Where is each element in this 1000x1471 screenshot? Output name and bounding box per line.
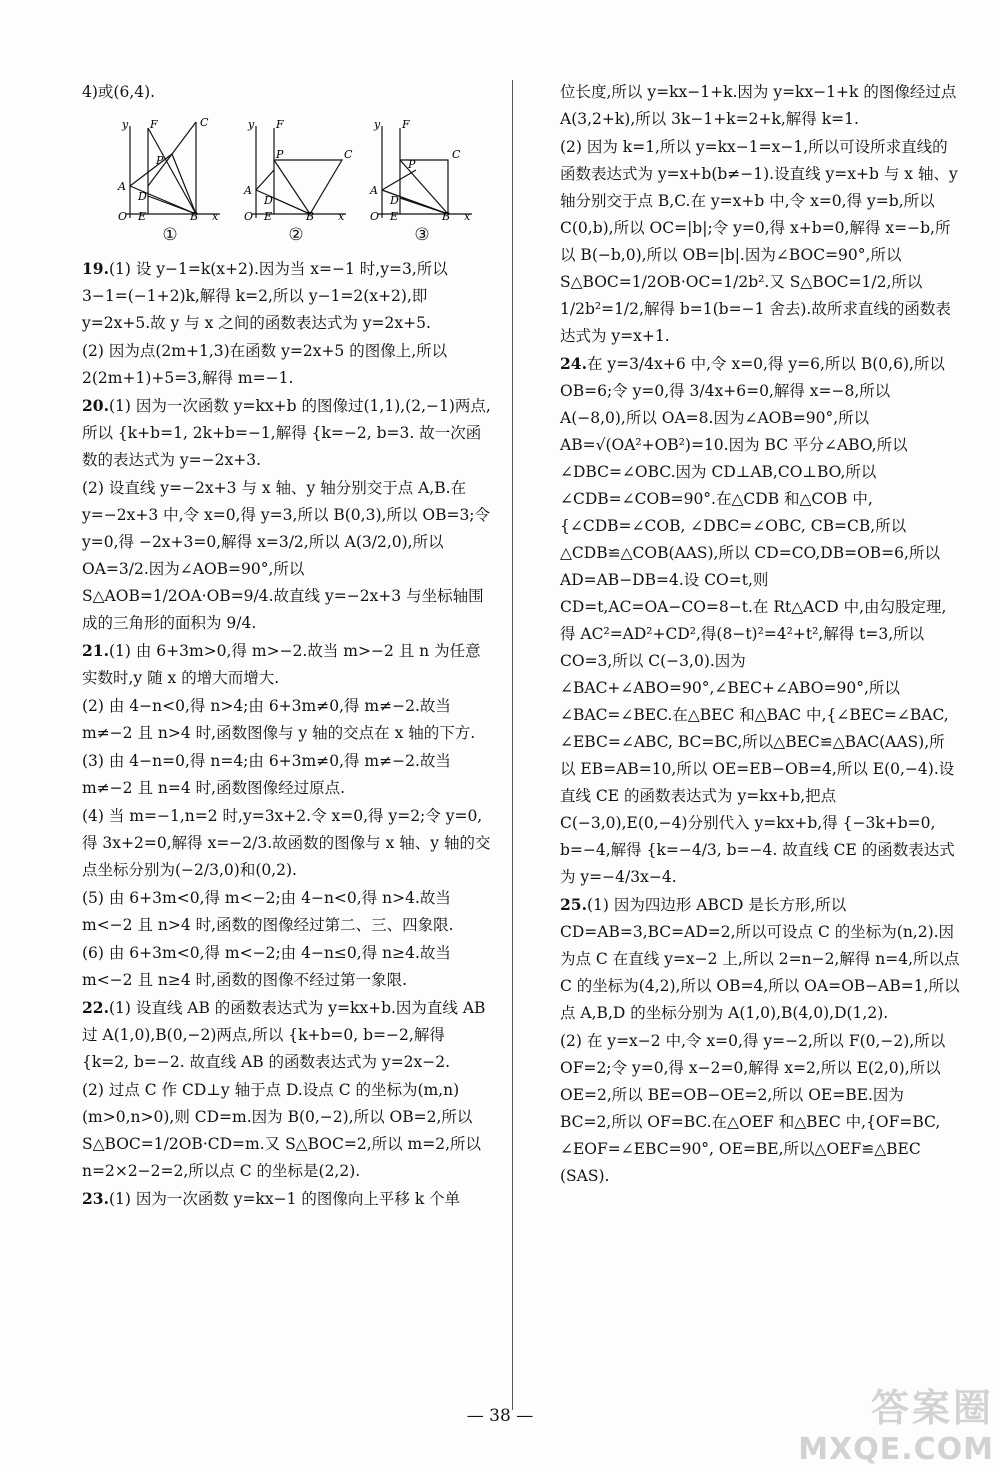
answer-paragraph: 23.(1) 因为一次函数 y=kx−1 的图像向上平移 k 个单 [82, 1189, 461, 1208]
svg-text:D: D [390, 194, 399, 207]
figure-row [116, 114, 496, 249]
svg-text:O: O [118, 210, 128, 223]
figure-label: ① [162, 225, 178, 245]
answer-paragraph: (2) 由 4−n<0,得 n>4;由 6+3m≠0,得 m≠−2.故当 m≠−2 且 n>4 时,函数图像与 y 轴的交点在 x 轴的下方. [82, 697, 476, 742]
answer-paragraph: 19.(1) 设 y−1=k(x+2).因为当 x=−1 时,y=3,所以 3−1=(−1+2)k,解得 k=2,所以 y−1=2(x+2),即 y=2x+5.故 y 与 x 之间的函数表达式为 y=2x+5. [82, 259, 448, 332]
answer-paragraph: 22.(1) 设直线 AB 的函数表达式为 y=kx+b.因为直线 AB 过 A(1,0),B(0,−2)两点,所以 {k+b=0, b=−2,解得 {k=2, b=−2. 故直线 AB 的函数表达式为 y=2x−2. [82, 998, 486, 1071]
geometry-diagram-1 [116, 114, 224, 222]
answer-paragraph: (2) 过点 C 作 CD⊥y 轴于点 D.设点 C 的坐标为(m,n)(m>0,n>0),则 CD=m.因为 B(0,−2),所以 OB=2,所以 S△BOC=1/2OB·CD=m.又 S△BOC=2,所以 m=2,所以 n=2×2−2=2,所以点 C 的坐标是(2,2). [82, 1081, 482, 1180]
svg-text:P: P [276, 148, 284, 161]
svg-text:B: B [306, 210, 315, 223]
figure-label: ③ [414, 225, 430, 245]
answer-paragraph: (3) 由 4−n=0,得 n=4;由 6+3m≠0,得 m≠−2.故当 m≠−2 且 n=4 时,函数图像经过原点. [82, 752, 451, 797]
geometry-diagram-3 [368, 114, 476, 222]
geometry-diagram-2 [242, 114, 353, 223]
answer-paragraph: 位长度,所以 y=kx−1+k.因为 y=kx−1+k 的图像经过点 A(3,2+k),所以 3k−1+k=2+k,解得 k=1. [560, 83, 957, 128]
column-divider [512, 80, 513, 1410]
svg-text:E: E [390, 210, 399, 223]
answer-paragraph: 25.(1) 因为四边形 ABCD 是长方形,所以 CD=AB=3,BC=AD=2,所以可设点 C 的坐标为(n,2).因为点 C 在直线 y=x−2 上,所以 2=n−2,解得 n=4,所以点 C 的坐标为(4,2),所以 OB=4,所以 OA=OB−AB=1,所以点 A,B,D 的坐标分别为 A(1,0),B(4,0),D(1,2). [560, 895, 960, 1022]
answer-paragraph: (6) 由 6+3m<0,得 m<−2;由 4−n≤0,得 n≥4.故当 m<−2 且 n≥4 时,函数的图像不经过第一象限. [82, 944, 451, 989]
figure-label: ② [288, 225, 304, 245]
watermark-url: MXQE.COM [798, 1432, 994, 1467]
left-column [82, 78, 496, 1213]
answer-paragraph: (2) 因为点(2m+1,3)在函数 y=2x+5 的图像上,所以 2(2m+1)+5=3,解得 m=−1. [82, 342, 448, 387]
answer-paragraph: (2) 在 y=x−2 中,令 x=0,得 y=−2,所以 F(0,−2),所以 OF=2;令 y=0,得 x−2=0,解得 x=2,所以 E(2,0),所以 OE=2,所以 BE=OB−OE=2,所以 OE=BE.因为 BC=2,所以 OF=BC.在△OEF 和△BEC 中,{OF=BC, ∠EOF=∠EBC=90°, OE=BE,所以△OEF≌△BEC (SAS). [560, 1032, 946, 1185]
answer-paragraph: (2) 设直线 y=−2x+3 与 x 轴、y 轴分别交于点 A,B.在 y=−2x+3 中,令 x=0,得 y=3,所以 B(0,3),所以 OB=3;令 y=0,得 −2x+3=0,解得 x=3/2,所以 A(3/2,0),所以 OA=3/2.因为∠AOB=90°,所以 S△AOB=1/2OA·OB=9/4.故直线 y=−2x+3 与坐标轴围成的三角形的面积为 9/4. [82, 479, 491, 632]
svg-text:D: D [138, 190, 147, 203]
svg-text:B: B [442, 210, 451, 223]
figure-1 [116, 114, 224, 249]
svg-text:A: A [118, 180, 126, 193]
svg-text:x: x [338, 210, 345, 223]
svg-text:x: x [212, 210, 219, 223]
answer-paragraph: (2) 因为 k=1,所以 y=kx−1=x−1,所以可设所求直线的函数表达式为 y=x+b(b≠−1).设直线 y=x+b 与 x 轴、y 轴分别交于点 B,C.在 y=x+b 中,令 x=0,得 y=b,所以 C(0,b),所以 OC=|b|;令 y=0,得 x+b=0,解得 x=−b,所以 B(−b,0),所以 OB=|b|.因为∠BOC=90°,所以 S△BOC=1/2OB·OC=1/2b².又 S△BOC=1/2,所以 1/2b²=1/2,解得 b=1(b=−1 舍去).故所求直线的函数表达式为 y=x+1. [560, 138, 958, 345]
svg-text:C: C [452, 148, 461, 161]
answer-paragraph: 21.(1) 由 6+3m>0,得 m>−2.故当 m>−2 且 n 为任意实数时,y 随 x 的增大而增大. [82, 641, 481, 687]
svg-text:B: B [190, 210, 199, 223]
svg-text:C: C [200, 116, 209, 129]
svg-text:P: P [156, 154, 164, 167]
svg-text:A: A [244, 184, 252, 197]
svg-text:F: F [402, 118, 410, 131]
svg-text:D: D [264, 194, 273, 207]
svg-text:F: F [276, 118, 284, 131]
watermark-logo-text: 答案圈 [870, 1386, 994, 1430]
figure-2 [242, 114, 353, 249]
svg-text:C: C [344, 148, 353, 161]
svg-text:A: A [370, 184, 378, 197]
svg-text:E: E [264, 210, 273, 223]
svg-text:F: F [150, 118, 158, 131]
right-column [560, 78, 960, 1190]
svg-text:y: y [122, 118, 129, 131]
svg-text:P: P [408, 158, 416, 171]
answer-paragraph: (4) 当 m=−1,n=2 时,y=3x+2.令 x=0,得 y=2;令 y=0,得 3x+2=0,解得 x=−2/3.故函数的图像与 x 轴、y 轴的交点坐标分别为(−2/3,0)和(0,2). [82, 807, 491, 879]
svg-text:y: y [248, 118, 255, 131]
svg-text:y: y [374, 118, 381, 131]
svg-text:O: O [244, 210, 254, 223]
answer-paragraph: 4)或(6,4). [82, 83, 156, 101]
svg-text:E: E [138, 210, 147, 223]
svg-text:O: O [370, 210, 380, 223]
answer-paragraph: (5) 由 6+3m<0,得 m<−2;由 4−n<0,得 n>4.故当 m<−2 且 n>4 时,函数的图像经过第二、三、四象限. [82, 889, 454, 934]
answer-paragraph: 20.(1) 因为一次函数 y=kx+b 的图像过(1,1),(2,−1)两点,所以 {k+b=1, 2k+b=−1,解得 {k=−2, b=3. 故一次函数的表达式为 y=−2x+3. [82, 396, 491, 469]
answer-paragraph: 24.在 y=3/4x+6 中,令 x=0,得 y=6,所以 B(0,6),所以 OB=6;令 y=0,得 3/4x+6=0,解得 x=−8,所以 A(−8,0),所以 OA=8.因为∠AOB=90°,所以 AB=√(OA²+OB²)=10.因为 BC 平分∠ABO,所以∠DBC=∠OBC.因为 CD⊥AB,CO⊥BO,所以∠CDB=∠COB=90°.在△CDB 和△COB 中,{∠CDB=∠COB, ∠DBC=∠OBC, CB=CB,所以△CDB≌△COB(AAS),所以 CD=CO,DB=OB=6,所以 AD=AB−DB=4.设 CO=t,则 CD=t,AC=OA−CO=8−t.在 Rt△ACD 中,由勾股定理,得 AC²=AD²+CD²,得(8−t)²=4²+t²,解得 t=3,所以 CO=3,所以 C(−3,0).因为∠BAC+∠ABO=90°,∠BEC+∠ABO=90°,所以∠BAC=∠BEC.在△BEC 和△BAC 中,{∠BEC=∠BAC, ∠EBC=∠ABC, BC=BC,所以△BEC≌△BAC(AAS),所以 EB=AB=10,所以 OE=EB−OB=4,所以 E(0,−4).设直线 CE 的函数表达式为 y=kx+b,把点 C(−3,0),E(0,−4)分别代入 y=kx+b,得 {−3k+b=0, b=−4,解得 {k=−4/3, b=−4. 故直线 CE 的函数表达式为 y=−4/3x−4. [560, 354, 955, 886]
page-number: — 38 — [466, 1406, 534, 1426]
watermark [798, 1377, 994, 1467]
figure-3 [368, 114, 476, 249]
svg-text:x: x [464, 210, 471, 223]
